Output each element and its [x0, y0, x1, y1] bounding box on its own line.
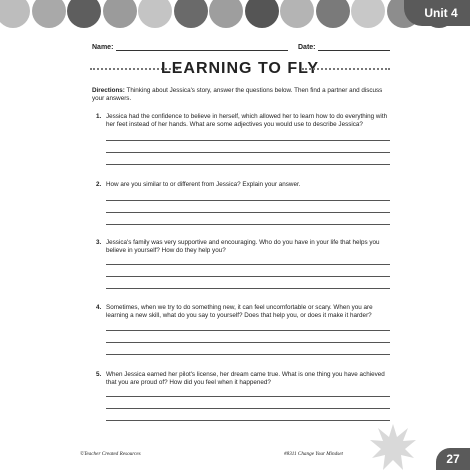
date-field[interactable] — [318, 50, 390, 51]
question-number: 2. — [96, 181, 102, 188]
answer-line[interactable] — [106, 276, 390, 277]
answer-line[interactable] — [106, 152, 390, 153]
directions-label: Directions: — [92, 87, 125, 94]
decorative-circle — [280, 0, 314, 28]
answer-line[interactable] — [106, 212, 390, 213]
question-3 — [92, 239, 390, 255]
answer-line[interactable] — [106, 408, 390, 409]
question-text: When Jessica earned her pilot's license, her dream came true. What is one thing you have achieved that you are proud of? How did you feel when it happened? — [106, 371, 385, 386]
answer-lines-5[interactable] — [106, 396, 390, 432]
page-title: LEARNING TO FLY — [160, 60, 320, 77]
question-4 — [92, 304, 390, 320]
title-block — [90, 60, 390, 80]
unit-badge: Unit 4 — [404, 0, 470, 26]
question-text: Sometimes, when we try to do something new, it can feel uncomfortable or scary. When you are learning a new skill, what do you say to yourself? Does that help you, or does it make it harder? — [106, 304, 373, 319]
answer-line[interactable] — [106, 264, 390, 265]
question-number: 5. — [96, 371, 102, 378]
directions — [92, 87, 390, 103]
question-number: 4. — [96, 304, 102, 311]
answer-lines-3[interactable] — [106, 264, 390, 300]
directions-text: Thinking about Jessica's story, answer the questions below. Then find a partner and discuss your answers. — [92, 87, 383, 102]
answer-line[interactable] — [106, 224, 390, 225]
answer-line[interactable] — [106, 330, 390, 331]
name-field[interactable] — [116, 50, 288, 51]
question-text: How are you similar to or different from Jessica? Explain your answer. — [106, 181, 301, 188]
decorative-circle — [138, 0, 172, 28]
answer-line[interactable] — [106, 140, 390, 141]
answer-lines-1[interactable] — [106, 140, 390, 176]
footer-book-title: #8311 Change Your Mindset — [284, 451, 343, 457]
answer-line[interactable] — [106, 420, 390, 421]
question-text: Jessica had the confidence to believe in herself, which allowed her to learn how to do everything with her feet instead of her hands. What are some adjectives you would use to describe Jessica? — [106, 113, 388, 128]
answer-line[interactable] — [106, 200, 390, 201]
answer-line[interactable] — [106, 342, 390, 343]
question-text: Jessica's family was very supportive and encouraging. Who do you have in your life that helps you believe in yourself? How do they help you? — [106, 239, 380, 254]
question-5 — [92, 371, 390, 387]
decorative-circle — [209, 0, 243, 28]
dotted-divider-right — [302, 68, 390, 70]
question-2 — [92, 181, 390, 189]
decorative-circle — [0, 0, 30, 28]
decorative-circle — [245, 0, 279, 28]
question-1 — [92, 113, 390, 129]
decorative-circle — [32, 0, 66, 28]
decorative-circle — [351, 0, 385, 28]
decorative-circle — [174, 0, 208, 28]
answer-line[interactable] — [106, 354, 390, 355]
question-number: 3. — [96, 239, 102, 246]
page-number: 27 — [436, 448, 470, 470]
decorative-circles-banner — [0, 0, 470, 34]
footer-copyright: ©Teacher Created Resources — [80, 451, 141, 457]
date-label: Date: — [298, 44, 316, 51]
answer-line[interactable] — [106, 164, 390, 165]
answer-line[interactable] — [106, 288, 390, 289]
answer-lines-4[interactable] — [106, 330, 390, 366]
answer-lines-2[interactable] — [106, 200, 390, 236]
question-number: 1. — [96, 113, 102, 120]
name-label: Name: — [92, 44, 114, 51]
decorative-circle — [103, 0, 137, 28]
decorative-circle — [67, 0, 101, 28]
answer-line[interactable] — [106, 396, 390, 397]
decorative-circle — [316, 0, 350, 28]
starburst-icon — [370, 422, 416, 470]
